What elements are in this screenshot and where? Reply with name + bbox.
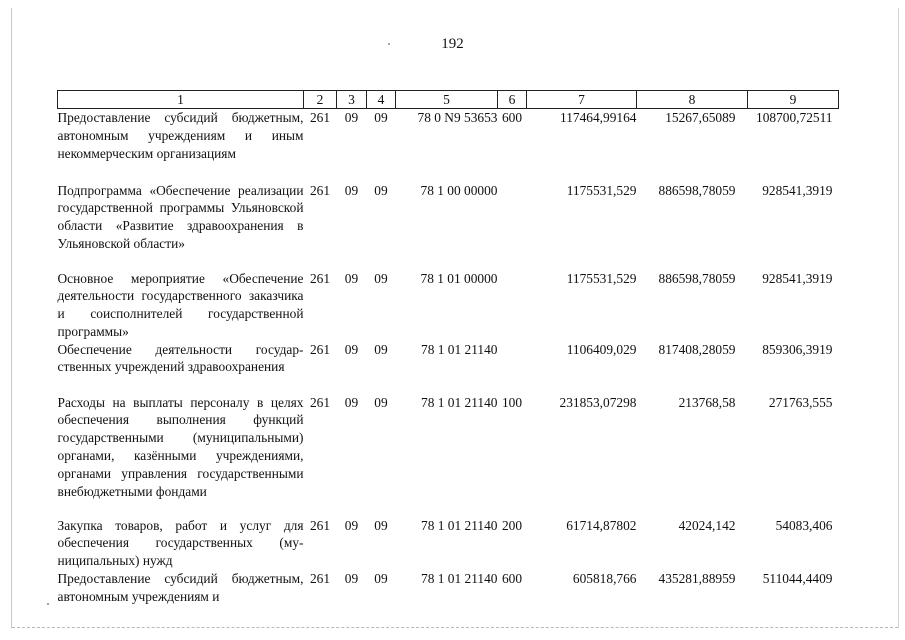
table-row [58, 570, 839, 606]
cell-amount-9: 511044,4409 [762, 571, 833, 587]
cell-section: 09 [344, 571, 359, 587]
row-name: Предоставление субсидий бюджетным, автономным учреждениям и иным некоммерческим организациям [57, 110, 304, 161]
cell-amount-9: 928541,3919 [762, 270, 833, 286]
cell-amount-7: 1106409,029 [566, 341, 637, 357]
cell-target-code: 78 1 01 21140 [421, 341, 498, 357]
cell-amount-8: 42024,142 [678, 517, 736, 533]
cell-ministry-code: 261 [309, 270, 331, 286]
cell-amount-7: 61714,87802 [566, 517, 637, 533]
row-name: Расходы на выплаты персоналу в целях обеспечения выполнения функций государственными (муниципальными) органами, казёнными учреждениями, органами управления государственными внебюджетными фондами [57, 394, 304, 499]
cell-expense-type [498, 341, 527, 394]
cell-amount-9: 928541,3919 [762, 182, 833, 198]
col-header: 2 [304, 91, 337, 109]
cell-amount-9: 859306,3919 [762, 341, 833, 357]
cell-ministry-code: 261 [309, 394, 331, 410]
cell-section: 09 [344, 394, 359, 410]
cell-amount-7: 1175531,529 [566, 270, 637, 286]
cell-amount-9: 108700,72511 [756, 110, 833, 125]
cell-target-code: 78 0 N9 53653 [417, 110, 498, 125]
cell-amount-9: 271763,555 [768, 394, 833, 410]
cell-ministry-code: 261 [309, 571, 331, 587]
cell-target-code: 78 1 00 00000 [420, 182, 498, 198]
row-name: Предоставление субсидий бюджетным, автономным учреждениям и [57, 571, 304, 604]
cell-ministry-code: 261 [309, 517, 331, 533]
cell-amount-7: 231853,07298 [559, 394, 637, 410]
row-name: Подпрограмма «Обеспечение реализации государственной программы Ульяновской области «Развитие здравоохранения в Ульяновской области» [57, 182, 304, 251]
cell-section: 09 [344, 182, 359, 198]
cell-subsection: 09 [374, 517, 388, 533]
col-header: 8 [637, 91, 748, 109]
cell-expense-type [498, 182, 527, 270]
cell-expense-type [498, 270, 527, 341]
cell-amount-8: 213768,58 [678, 394, 736, 410]
cell-section: 09 [344, 341, 359, 357]
cell-amount-8: 886598,78059 [658, 270, 736, 286]
cell-subsection: 09 [374, 110, 388, 125]
table-row [58, 394, 839, 517]
cell-expense-type: 200 [501, 517, 523, 533]
col-header: 5 [396, 91, 498, 109]
table-row [58, 341, 839, 394]
cell-amount-8: 886598,78059 [658, 182, 736, 198]
cell-target-code: 78 1 01 00000 [420, 270, 498, 286]
table-row [58, 182, 839, 270]
table-row [58, 270, 839, 341]
table-row [58, 517, 839, 570]
cell-target-code: 78 1 01 21140 [421, 517, 498, 533]
row-name: Основное мероприятие «Обеспечение деятельности государственного заказчика и соисполнителей государственной программы» [57, 270, 304, 339]
col-header: 7 [527, 91, 637, 109]
col-header: 1 [58, 91, 304, 109]
cell-section: 09 [344, 110, 359, 125]
cell-ministry-code: 261 [309, 182, 331, 198]
cell-subsection: 09 [374, 571, 388, 587]
cell-subsection: 09 [374, 270, 388, 286]
table-header-row [58, 91, 839, 109]
cell-amount-7: 117464,99164 [560, 110, 637, 125]
cell-expense-type: 600 [501, 571, 523, 587]
cell-ministry-code: 261 [309, 341, 331, 357]
scan-bottom-edge [12, 627, 898, 628]
cell-subsection: 09 [374, 182, 388, 198]
cell-subsection: 09 [374, 394, 388, 410]
cell-expense-type: 600 [501, 110, 523, 125]
cell-ministry-code: 261 [309, 110, 331, 125]
col-header: 6 [498, 91, 527, 109]
cell-amount-8: 817408,28059 [658, 341, 736, 357]
cell-section: 09 [344, 517, 359, 533]
col-header: 4 [367, 91, 396, 109]
table-row [58, 109, 839, 182]
cell-target-code: 78 1 01 21140 [421, 571, 498, 587]
row-name: Обеспечение деятельности государственных учреждений здравоохранения [57, 341, 304, 375]
cell-amount-9: 54083,406 [775, 517, 833, 533]
cell-section: 09 [344, 270, 359, 286]
cell-target-code: 78 1 01 21140 [421, 394, 498, 410]
cell-expense-type: 100 [501, 394, 523, 410]
col-header: 9 [748, 91, 839, 109]
scan-speck [47, 603, 49, 605]
cell-amount-7: 1175531,529 [566, 182, 637, 198]
cell-amount-7: 605818,766 [572, 571, 637, 587]
budget-table [57, 90, 839, 606]
cell-amount-8: 15267,65089 [665, 110, 736, 125]
cell-amount-8: 435281,88959 [658, 571, 736, 587]
row-name: Закупка товаров, работ и услуг для обеспечения государственных (муниципальных) нужд [57, 517, 304, 569]
col-header: 3 [337, 91, 367, 109]
page-number: 192 [441, 36, 464, 52]
cell-subsection: 09 [374, 341, 388, 357]
